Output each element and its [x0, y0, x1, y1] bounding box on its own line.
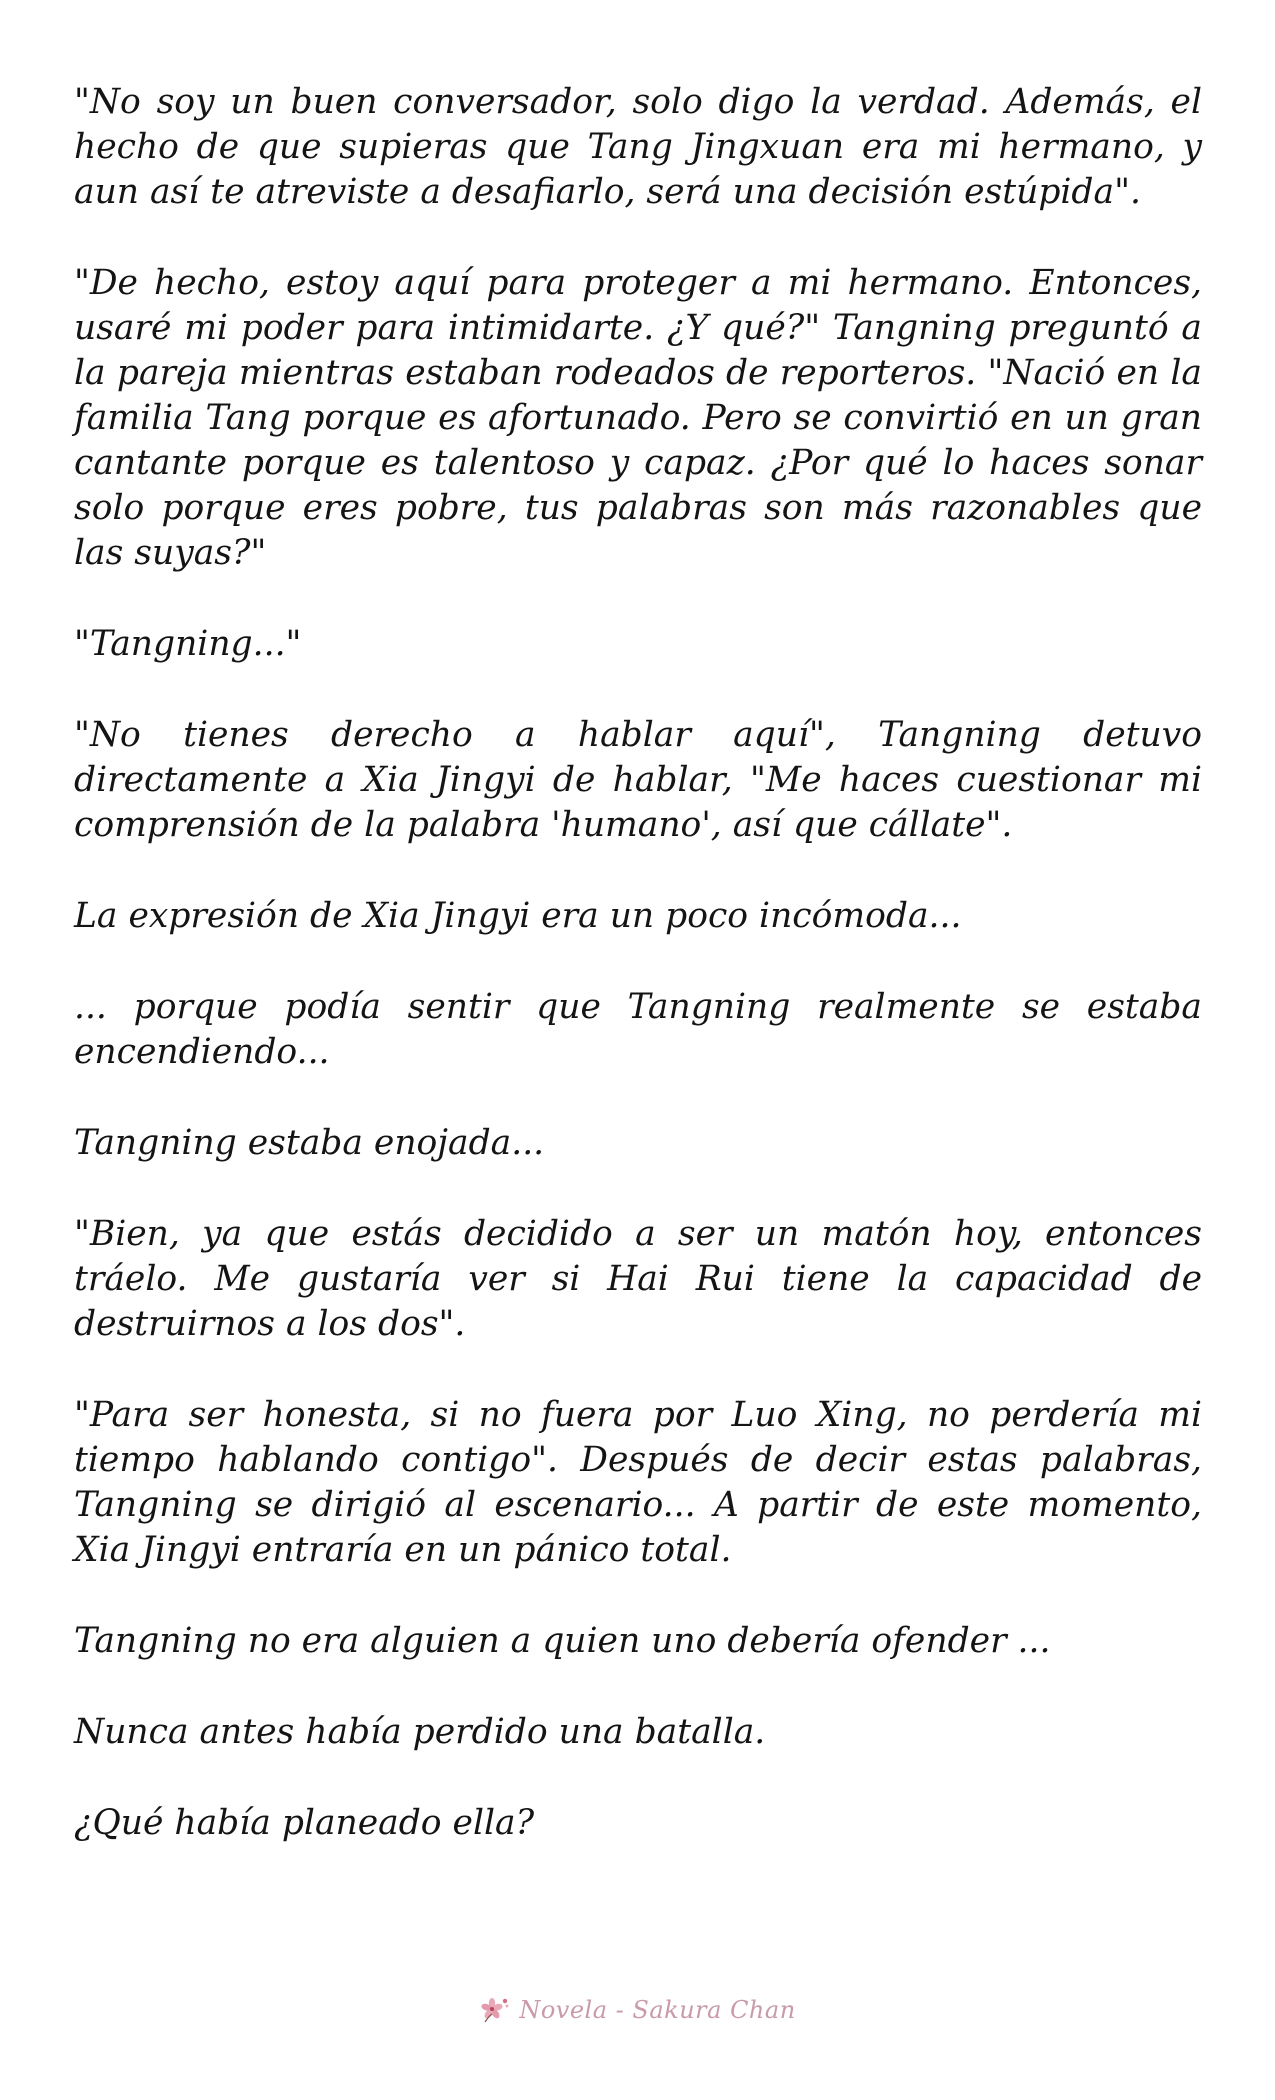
watermark-footer — [0, 1990, 1275, 2030]
paragraph-3: "Tangning..." — [74, 624, 302, 664]
paragraph-2: "De hecho, estoy aquí para proteger a mi hermano. Entonces, usaré mi poder para intimidarte. ¿Y qué?" Tangning preguntó a la pareja mientras estaban rodeados de reporteros. "Nació en la familia Tang porque es afortunado. Pero se convirtió en un gran cantante porque es talentoso y capaz. ¿Por qué lo haces sonar solo porque eres pobre, tus palabras son más razonables que las suyas?" — [74, 263, 1202, 573]
paragraph-7: Tangning estaba enojada... — [74, 1123, 545, 1163]
paragraph-1: "No soy un buen conversador, solo digo la verdad. Además, el hecho de que supieras que Tang Jingxuan era mi hermano, y aun así te atreviste a desafiarlo, será una decisión estúpida". — [74, 82, 1202, 212]
paragraph-4: "No tienes derecho a hablar aquí", Tangning detuvo directamente a Xia Jingyi de hablar, "Me haces cuestionar mi comprensión de la palabra 'humano', así que cállate". — [74, 715, 1202, 845]
paragraph-5: La expresión de Xia Jingyi era un poco incómoda... — [74, 896, 962, 936]
paragraph-10: Tangning no era alguien a quien uno debería ofender ... — [74, 1621, 1051, 1661]
watermark-text: Novela - Sakura Chan — [519, 1996, 796, 2024]
paragraph-6: ... porque podía sentir que Tangning realmente se estaba encendiendo... — [74, 987, 1202, 1072]
paragraph-12: ¿Qué había planeado ella? — [74, 1803, 535, 1843]
watermark — [479, 1994, 795, 2026]
paragraph-8: "Bien, ya que estás decidido a ser un matón hoy, entonces tráelo. Me gustaría ver si Hai Rui tiene la capacidad de destruirnos a los dos". — [74, 1214, 1202, 1344]
sakura-flower-icon — [479, 1994, 511, 2026]
paragraph-9: "Para ser honesta, si no fuera por Luo Xing, no perdería mi tiempo hablando contigo". Después de decir estas palabras, Tangning se dirigió al escenario... A partir de este momento, Xia Jingyi entraría en un pánico total. — [74, 1395, 1202, 1570]
paragraph-11: Nunca antes había perdido una batalla. — [74, 1712, 766, 1752]
chapter-text — [74, 80, 1202, 1846]
